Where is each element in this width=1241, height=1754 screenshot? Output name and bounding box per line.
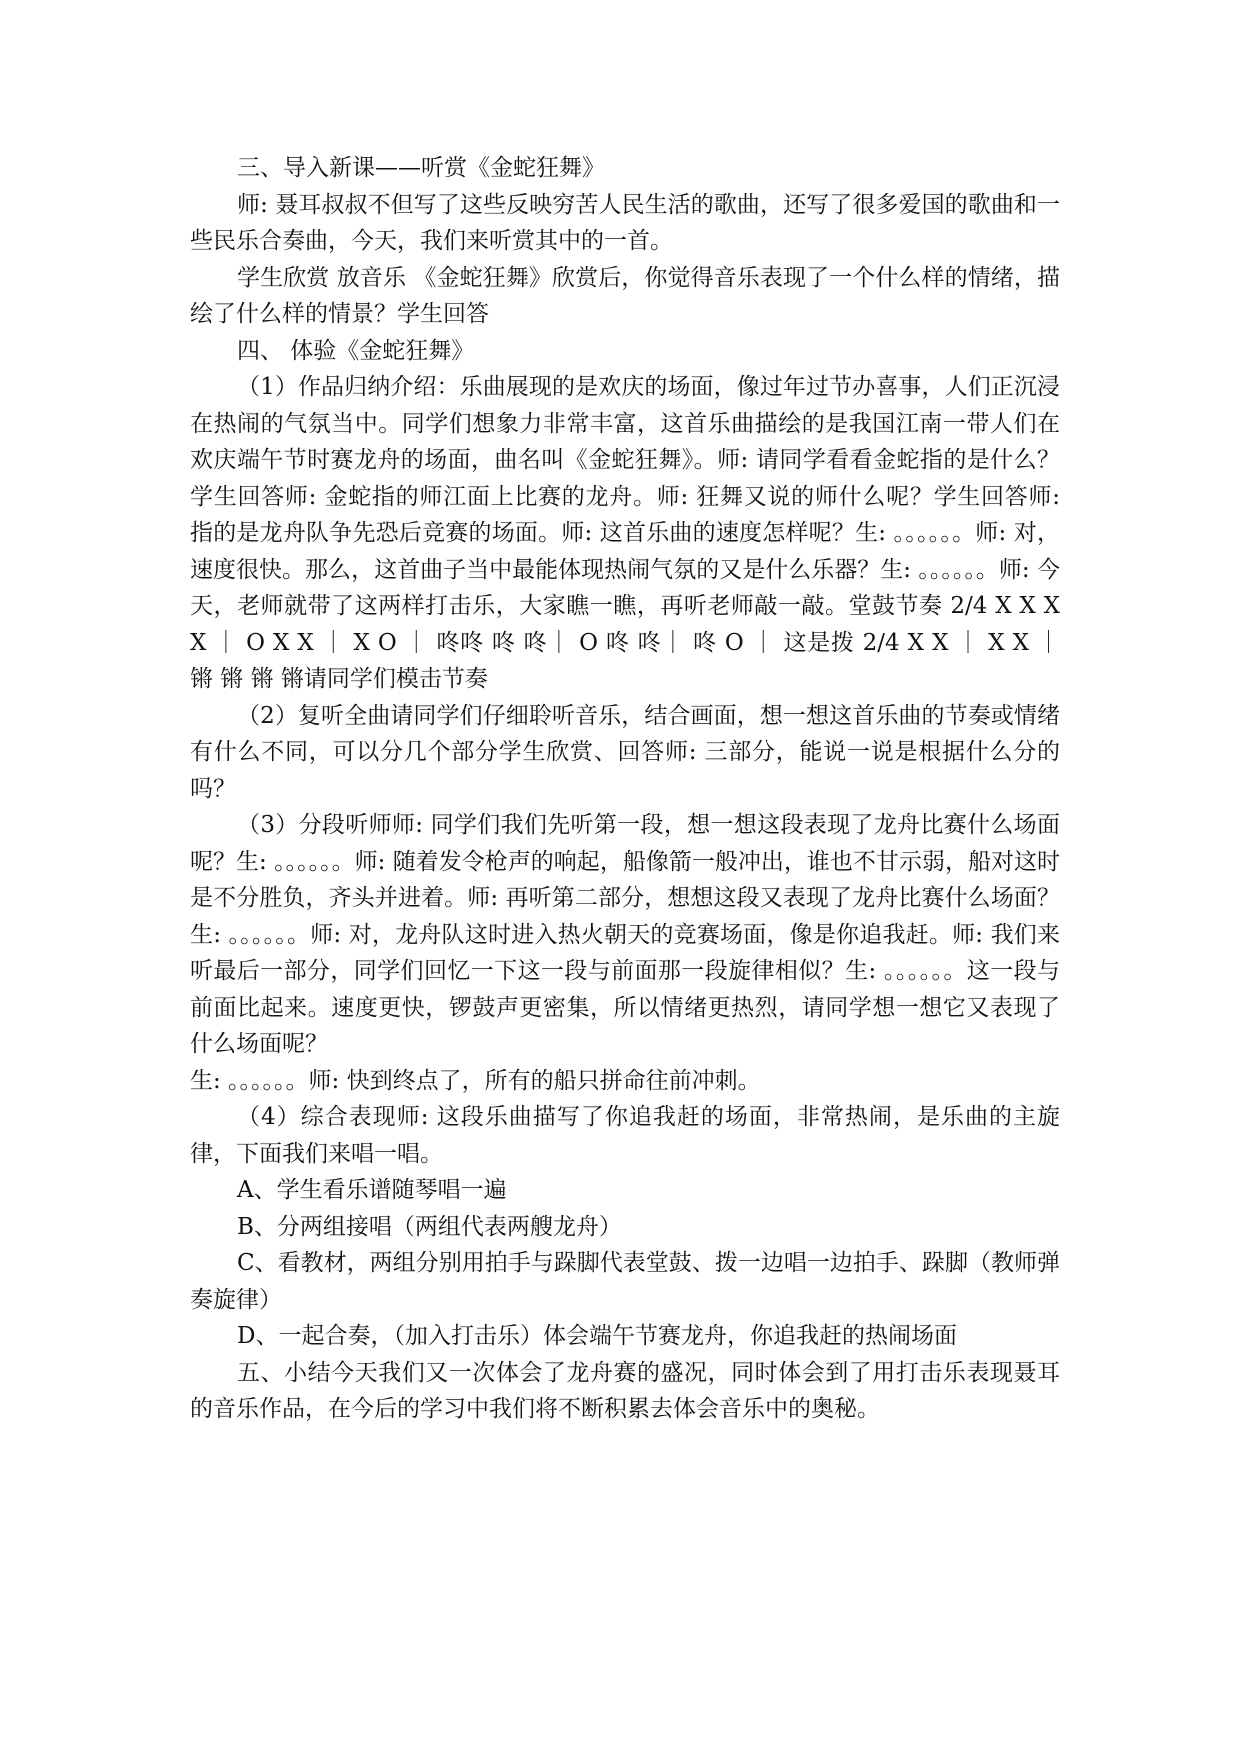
document-body [190, 150, 1060, 1428]
paragraph-teacher-intro: 师: 聂耳叔叔不但写了这些反映穷苦人民生活的歌曲，还写了很多爱国的歌曲和一些民乐合奏曲，今天，我们来听赏其中的一首。 [190, 191, 1060, 254]
paragraph-step-1: （1）作品归纳介绍：乐曲展现的是欢庆的场面，像过年过节办喜事，人们正沉浸在热闹的气氛当中。同学们想象力非常丰富，这首乐曲描绘的是我国江南一带人们在欢庆端午节时赛龙舟的场面，曲名叫《金蛇狂舞》。师: 请同学看看金蛇指的是什么？学生回答师: 金蛇指的师江面上比赛的龙舟。师: 狂舞又说的师什么呢？学生回答师: 指的是龙舟队争先恐后竞赛的场面。师: 这首乐曲的速度怎样呢？生: 。。。。。。师: 对，速度很快。那么，这首曲子当中最能体现热闹气氛的又是什么乐器？生: 。。。。。。师: 今天，老师就带了这两样打击乐，大家瞧一瞧，再听老师敲一敲。堂鼓节奏 2/4 X X X X ｜ O X X ｜ X O ｜ 咚咚 咚 咚｜ O 咚 咚｜ 咚 O ｜ 这是拨 2/4 X X ｜ X X ｜ 锵 锵 锵 锵请同学们模击节奏 [190, 374, 1060, 692]
list-item-d: D、一起合奏，（加入打击乐）体会端午节赛龙舟，你追我赶的热闹场面 [237, 1323, 957, 1349]
paragraph-student-listen: 学生欣赏 放音乐 《金蛇狂舞》欣赏后，你觉得音乐表现了一个什么样的情绪，描绘了什么样的情景？学生回答 [190, 264, 1060, 327]
section-summary: 五、小结今天我们又一次体会了龙舟赛的盛况，同时体会到了用打击乐表现聂耳的音乐作品，在今后的学习中我们将不断积累去体会音乐中的奥秘。 [190, 1359, 1060, 1422]
section-heading-intro: 三、导入新课——听赏《金蛇狂舞》 [237, 155, 605, 181]
paragraph-step-3-answer: 生: 。。。。。。师: 快到终点了，所有的船只拼命往前冲刺。 [190, 1067, 761, 1094]
list-item-c: C、看教材，两组分别用拍手与跺脚代表堂鼓、拨一边唱一边拍手、跺脚（教师弹奏旋律） [190, 1250, 1060, 1313]
paragraph-step-4: （4）综合表现师: 这段乐曲描写了你追我赶的场面，非常热闹，是乐曲的主旋律，下面我们来唱一唱。 [190, 1104, 1060, 1167]
list-item-b: B、分两组接唱（两组代表两艘龙舟） [237, 1213, 622, 1240]
list-item-a: A、学生看乐谱随琴唱一遍 [237, 1177, 507, 1203]
paragraph-step-2: （2）复听全曲请同学们仔细聆听音乐，结合画面，想一想这首乐曲的节奏或情绪有什么不同，可以分几个部分学生欣赏、回答师: 三部分，能说一说是根据什么分的吗？ [190, 702, 1060, 802]
section-heading-experience: 四、 体验《金蛇狂舞》 [237, 337, 475, 364]
paragraph-step-3: （3）分段听师师: 同学们我们先听第一段，想一想这段表现了龙舟比赛什么场面呢？生: 。。。。。。师: 随着发令枪声的响起，船像箭一般冲出，谁也不甘示弱，船对这时是不分胜负，齐头并进着。师: 再听第二部分，想想这段又表现了龙舟比赛什么场面？生: 。。。。。。师: 对，龙舟队这时进入热火朝天的竞赛场面，像是你追我赶。师: 我们来听最后一部分，同学们回忆一下这一段与前面那一段旋律相似？生: 。。。。。。这一段与前面比起来。速度更快，锣鼓声更密集，所以情绪更热烈，请同学想一想它又表现了什么场面呢？ [190, 812, 1060, 1057]
